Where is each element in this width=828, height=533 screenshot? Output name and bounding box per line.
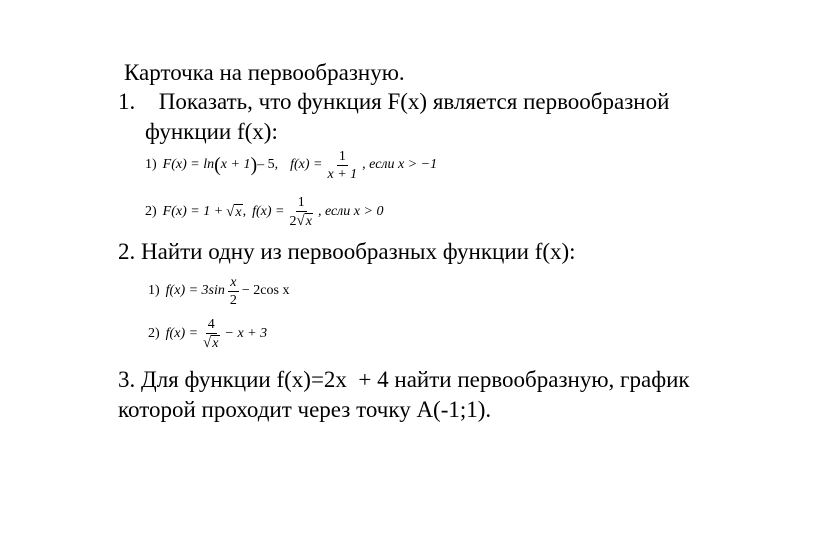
- fraction: [326, 149, 360, 182]
- fraction: [228, 275, 239, 308]
- formula-f-lhs: f(x) =: [290, 157, 323, 172]
- item-number: 2): [148, 326, 160, 341]
- task2-item-1: [148, 271, 289, 311]
- square-root: √ x: [203, 335, 219, 351]
- fraction: [287, 195, 314, 229]
- fraction-numerator: x: [230, 274, 237, 290]
- square-root: √ x: [296, 213, 312, 229]
- formula-lhs: f(x) = 3sin: [165, 283, 225, 298]
- formula-tail: − 2cos x: [241, 283, 290, 298]
- fraction-denominator: 2: [229, 292, 237, 308]
- item-number: 1): [148, 283, 160, 298]
- radicand: x: [212, 336, 219, 351]
- fraction-denominator: [201, 334, 221, 351]
- formula-lhs: f(x) =: [165, 326, 199, 341]
- formula-F-tail: – 5,: [257, 157, 279, 172]
- fraction-numerator: 4: [207, 317, 215, 332]
- condition: , если x > −1: [362, 157, 438, 172]
- fraction: [201, 317, 221, 351]
- fraction-denominator: x + 1: [327, 166, 358, 182]
- formula-F-lhs: F(x) = 1 +: [162, 204, 224, 219]
- fraction-numerator: 1: [297, 195, 305, 210]
- square-root: √ x: [226, 204, 242, 220]
- task1-line1: Показать, что функция F(x) является первообразной: [158, 89, 670, 114]
- formula-F-lhs: F(x) = ln: [162, 157, 215, 172]
- formula-F-arg: x + 1: [220, 157, 251, 172]
- task1-heading: [118, 89, 669, 115]
- fraction-denominator: [287, 212, 314, 229]
- task3-line1: 3. Для функции f(x)=2x + 4 найти первообразную, график: [118, 367, 690, 392]
- item-number: 2): [145, 204, 157, 219]
- task1-line2: функции f(x):: [145, 119, 278, 144]
- task2-item-2: [148, 313, 267, 355]
- fraction-numerator: 1: [338, 148, 346, 164]
- formula-tail: − x + 3: [224, 326, 268, 341]
- task1-number: 1.: [118, 89, 136, 114]
- card-title: Карточка на первообразную.: [124, 60, 405, 85]
- task2-heading: 2. Найти одну из первообразных функции f(x):: [118, 239, 576, 264]
- radicand: x: [305, 214, 312, 229]
- task1-item-1: 1) F(x) = ln ( x + 1 ) – 5, f(x) = $\frac{1}{x + 1}$ , если x > −1: [145, 148, 438, 182]
- condition: , если x > 0: [317, 204, 384, 219]
- radicand: x: [235, 205, 242, 220]
- formula-F-tail: ,: [242, 204, 247, 219]
- denominator-coefficient: 2: [289, 214, 297, 229]
- formula-f-lhs: f(x) =: [252, 204, 285, 219]
- task3-line2: которой проходит через точку А(-1;1).: [118, 397, 492, 422]
- item-number: 1): [145, 157, 157, 172]
- task1-item-2: [145, 192, 383, 232]
